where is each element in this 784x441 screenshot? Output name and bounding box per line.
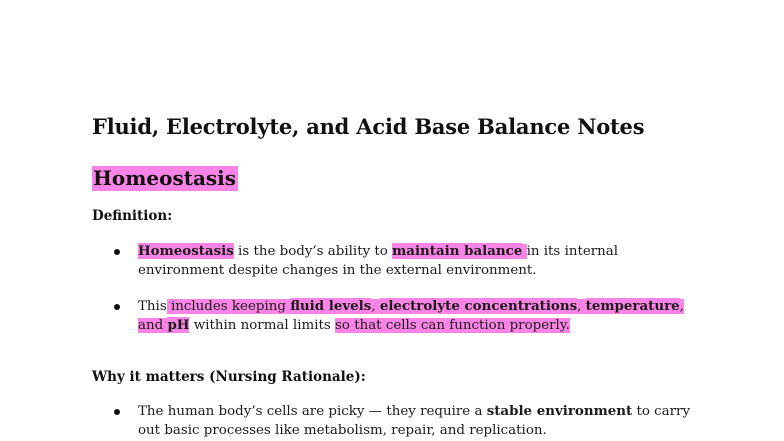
text-run: electrolyte concentrations: [379, 298, 578, 314]
text-run: in its internal environment despite changes in the external environment.: [138, 244, 619, 278]
text-run: pH: [167, 317, 190, 333]
document-title: Fluid, Electrolyte, and Acid Base Balance Notes: [92, 114, 645, 139]
bullet-dot-icon: [114, 409, 120, 415]
text-run: within normal limits: [189, 318, 335, 333]
bullet-text: [138, 242, 698, 280]
text-run: This: [138, 299, 167, 314]
bullet-dot-icon: [114, 304, 120, 310]
text-run: maintain balance: [392, 243, 523, 259]
section-heading-homeostasis: Homeostasis: [93, 166, 237, 190]
text-run: so that cells can function properly.: [335, 318, 570, 333]
text-run: ,: [577, 299, 586, 314]
bullet-dot-icon: [114, 249, 120, 255]
definition-label: Definition:: [92, 208, 173, 224]
text-run: to carry out basic processes like metabolism, repair, and replication.: [138, 404, 691, 438]
why-it-matters-label: Why it matters (Nursing Rationale):: [92, 369, 366, 385]
bullet-text: [138, 402, 698, 440]
text-run: , and: [138, 299, 684, 333]
text-run: ,: [371, 299, 380, 314]
bullet-text: [138, 297, 698, 335]
text-run: Homeostasis: [138, 243, 234, 259]
text-run: includes keeping: [166, 299, 291, 314]
text-run: temperature: [585, 298, 680, 314]
text-run: fluid levels: [290, 298, 372, 314]
text-run: stable environment: [486, 403, 633, 419]
text-run: The human body’s cells are picky — they require a: [138, 404, 487, 419]
text-run: is the body’s ability to: [233, 244, 393, 259]
